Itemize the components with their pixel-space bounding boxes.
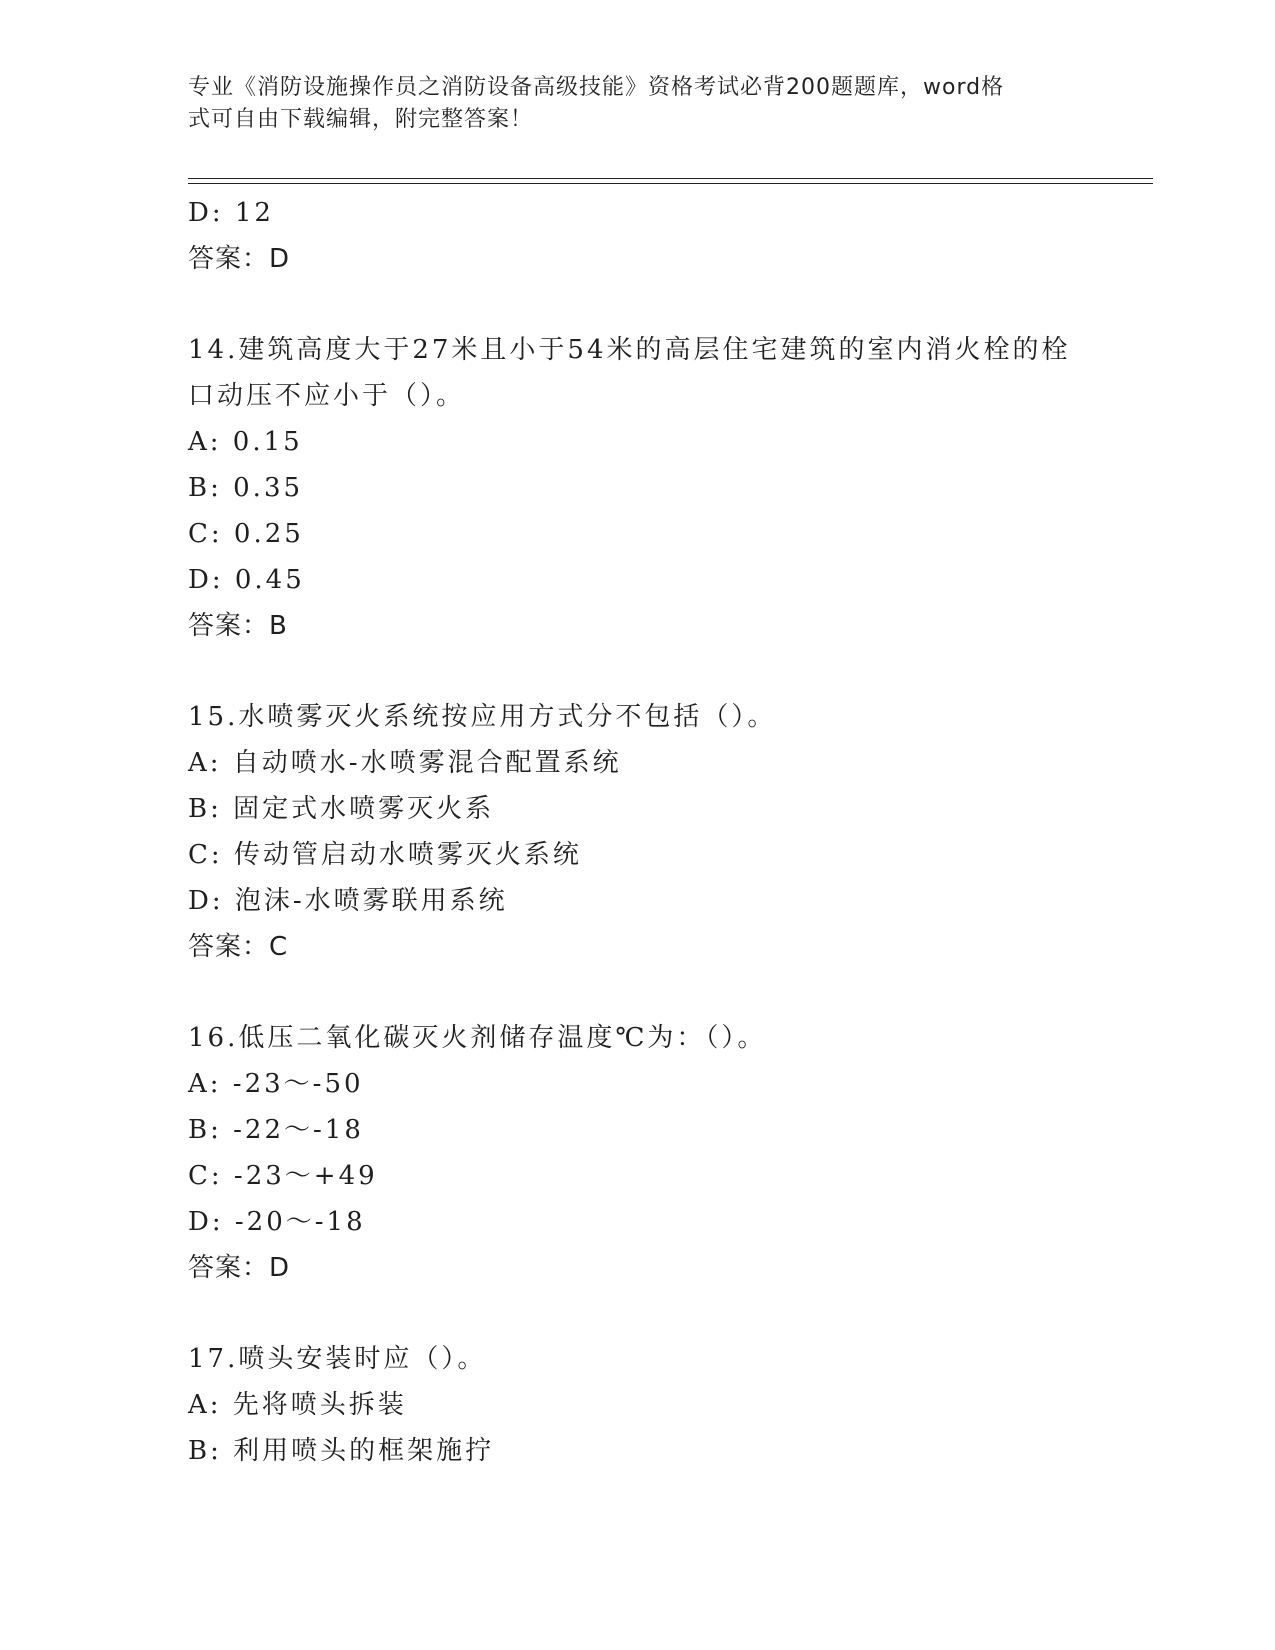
header-line-2: 式可自由下载编辑，附完整答案！ [188, 107, 534, 132]
option-d: D: 泡沫-水喷雾联用系统 [188, 886, 508, 916]
question-title: 14.建筑高度大于27米且小于54米的高层住宅建筑的室内消火栓的栓 [188, 335, 1071, 365]
option-d: D: 0.45 [188, 565, 305, 595]
option-b: B: 固定式水喷雾灭火系 [188, 794, 495, 824]
answer-line: 答案：B [188, 611, 288, 641]
question-title: 15.水喷雾灭火系统按应用方式分不包括（）。 [188, 702, 777, 732]
option-a: A: -23～-50 [188, 1069, 364, 1099]
answer-line: 答案：C [188, 932, 289, 962]
question-17 [188, 1336, 1088, 1474]
question-title: 16.低压二氧化碳灭火剂储存温度℃为：（）。 [188, 1023, 767, 1053]
header-divider-top [188, 178, 1153, 179]
option-a: A: 自动喷水-水喷雾混合配置系统 [188, 748, 622, 778]
question-15 [188, 694, 1088, 970]
option-a: A: 先将喷头拆装 [188, 1390, 407, 1420]
option-d: D: 12 [188, 198, 274, 228]
document-header [188, 72, 1088, 136]
question-14 [188, 327, 1088, 649]
answer-line: 答案：D [188, 1253, 291, 1283]
question-16 [188, 1015, 1088, 1291]
question-list [188, 190, 1088, 1474]
option-d: D: -20～-18 [188, 1207, 366, 1237]
question-title-continued: 口动压不应小于（）。 [188, 381, 466, 411]
question-title: 17.喷头安装时应（）。 [188, 1344, 487, 1374]
option-c: C: 传动管启动水喷雾灭火系统 [188, 840, 582, 870]
option-b: B: 0.35 [188, 473, 304, 503]
answer-line: 答案：D [188, 244, 291, 274]
option-a: A: 0.15 [188, 427, 303, 457]
header-line-1: 专业《消防设施操作员之消防设备高级技能》资格考试必背200题题库，word格 [188, 75, 1005, 100]
option-b: B: 利用喷头的框架施拧 [188, 1436, 495, 1466]
option-b: B: -22～-18 [188, 1115, 364, 1145]
header-divider-bottom [188, 183, 1153, 184]
option-c: C: 0.25 [188, 519, 304, 549]
option-c: C: -23～+49 [188, 1161, 378, 1191]
